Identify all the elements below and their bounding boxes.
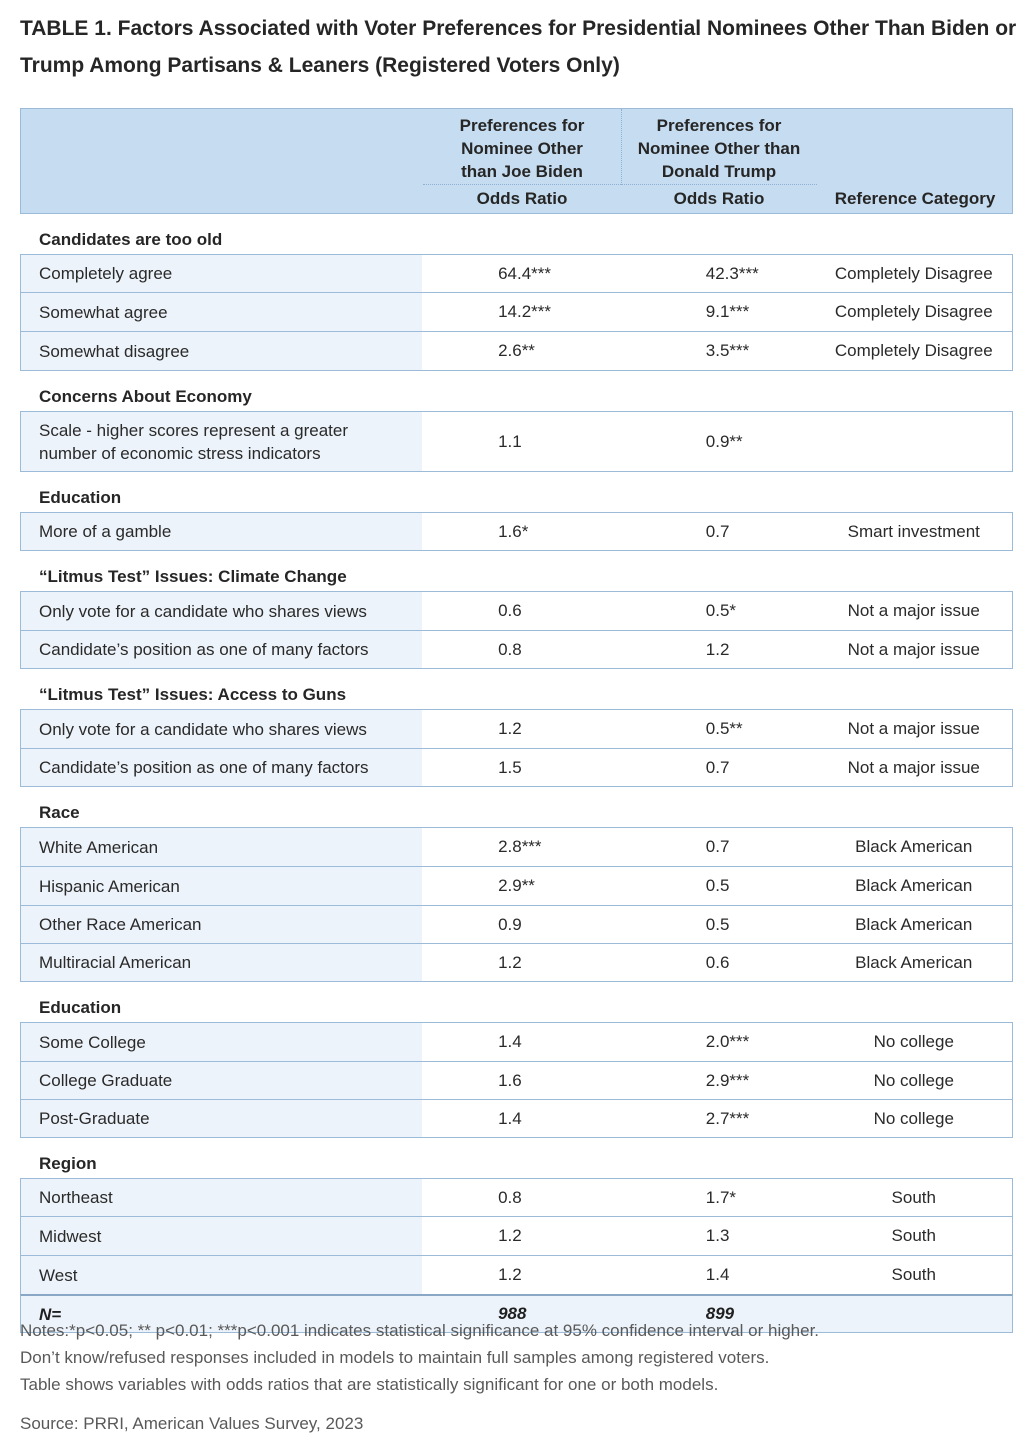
section-heading: “Litmus Test” Issues: Climate Change — [39, 567, 347, 586]
section-group — [20, 411, 1013, 472]
odds-ratio-table — [20, 108, 1013, 1333]
table-row — [21, 1099, 1012, 1137]
table-row — [21, 1216, 1012, 1255]
odds-biden: 1.1 — [498, 431, 522, 451]
section-group — [20, 709, 1013, 787]
reference-category: Black American — [855, 876, 973, 895]
table-row — [21, 1179, 1012, 1216]
table-row — [21, 292, 1012, 331]
reference-category: No college — [873, 1108, 954, 1128]
odds-trump: 1.7* — [705, 1187, 737, 1207]
row-label: Scale - higher scores represent a greater number of economic stress indicators — [21, 412, 422, 471]
table-row — [21, 748, 1012, 786]
odds-trump: 0.5** — [705, 719, 743, 738]
odds-biden: 1.5 — [498, 757, 522, 777]
section-group — [20, 591, 1013, 669]
reference-category: Completely Disagree — [834, 263, 993, 283]
section-heading: Candidates are too old — [39, 230, 223, 249]
odds-trump: 1.2 — [705, 639, 730, 659]
header-col-trump — [621, 109, 817, 213]
reference-category: Black American — [855, 837, 973, 856]
odds-biden: 1.2 — [498, 1226, 522, 1245]
note-variables: Table shows variables with odds ratios that are statistically significant for one or both models. — [20, 1375, 719, 1394]
row-label: Somewhat disagree — [21, 332, 422, 370]
table-row — [21, 412, 1012, 471]
odds-biden: 1.4 — [498, 1032, 522, 1051]
reference-category: No college — [873, 1032, 954, 1051]
odds-trump: 3.5*** — [705, 341, 750, 360]
note-significance: Notes:*p<0.05; ** p<0.01; ***p<0.001 indicates statistical significance at 95% confidence interval or higher. — [20, 1321, 820, 1340]
odds-biden: 0.8 — [498, 1187, 522, 1207]
odds-trump: 2.7*** — [705, 1108, 750, 1128]
odds-biden: 0.6 — [498, 601, 522, 620]
row-label: Midwest — [21, 1217, 422, 1255]
header-col-reference-sub: Reference Category — [834, 189, 996, 208]
section-heading: Concerns About Economy — [39, 387, 252, 406]
odds-trump: 0.5* — [705, 601, 737, 620]
row-label: College Graduate — [21, 1062, 422, 1099]
table-row — [21, 1023, 1012, 1061]
odds-trump: 0.6 — [705, 952, 730, 972]
source-line: Source: PRRI, American Values Survey, 2023 — [20, 1414, 364, 1433]
table-header — [20, 108, 1013, 214]
section-group — [20, 1022, 1013, 1138]
section-heading: Race — [39, 803, 80, 822]
odds-biden: 1.2 — [498, 1265, 522, 1284]
odds-biden: 0.9 — [498, 914, 522, 934]
section-heading: Education — [39, 998, 122, 1017]
row-label: More of a gamble — [21, 513, 422, 550]
odds-trump: 0.7 — [705, 521, 730, 541]
table-notes — [20, 1317, 1020, 1398]
odds-trump: 1.3 — [705, 1226, 730, 1245]
table-title: TABLE 1. Factors Associated with Voter Preferences for Presidential Nominees Other Than Biden or Trump Among Partisans & Leaners (Registered Voters Only) — [20, 17, 1017, 77]
table-row — [21, 592, 1012, 630]
reference-category: Black American — [855, 952, 973, 972]
odds-trump: 0.5 — [705, 914, 730, 934]
row-label: Post-Graduate — [21, 1100, 422, 1137]
reference-category: No college — [873, 1070, 954, 1090]
section-heading: Education — [39, 488, 122, 507]
odds-trump: 0.9** — [705, 431, 743, 451]
section-group — [20, 512, 1013, 551]
sample-size-trump: 899 — [705, 1304, 735, 1323]
row-label: Candidate’s position as one of many factors — [21, 631, 422, 668]
odds-biden: 0.8 — [498, 639, 522, 659]
sample-size-label: N= — [39, 1304, 62, 1324]
section-group — [20, 827, 1013, 982]
table-row — [21, 1061, 1012, 1099]
row-label: Hispanic American — [21, 867, 422, 905]
row-label: Only vote for a candidate who shares views — [21, 710, 422, 748]
reference-category: Smart investment — [847, 521, 980, 541]
reference-category: South — [891, 1187, 936, 1207]
header-col-trump-title: Preferences for Nominee Other than Donald Trump — [637, 116, 801, 181]
odds-biden: 64.4*** — [498, 263, 551, 283]
table-row — [21, 255, 1012, 292]
odds-biden: 1.6 — [498, 1070, 522, 1090]
header-col-biden-title: Preferences for Nominee Other than Joe Biden — [459, 116, 585, 181]
odds-biden: 2.8*** — [498, 837, 542, 856]
odds-trump: 42.3*** — [705, 263, 759, 283]
sample-size-biden: 988 — [498, 1304, 527, 1323]
row-label: West — [21, 1256, 422, 1294]
reference-category: Not a major issue — [847, 757, 980, 777]
table-row — [21, 866, 1012, 905]
table-row — [21, 905, 1012, 943]
section-group — [20, 1178, 1013, 1294]
odds-biden: 2.9** — [498, 876, 535, 895]
row-label: Some College — [21, 1023, 422, 1061]
row-label: Only vote for a candidate who shares views — [21, 592, 422, 630]
odds-trump: 0.5 — [705, 876, 730, 895]
odds-trump: 9.1*** — [705, 302, 750, 321]
table-row — [21, 513, 1012, 550]
note-dont-know: Don’t know/refused responses included in models to maintain full samples among registered voters. — [20, 1348, 770, 1367]
odds-trump: 1.4 — [705, 1265, 730, 1284]
row-label: Other Race American — [21, 906, 422, 943]
odds-trump: 0.7 — [705, 837, 730, 856]
row-label: Candidate’s position as one of many factors — [21, 749, 422, 786]
odds-biden: 1.2 — [498, 952, 522, 972]
reference-category: Not a major issue — [847, 601, 980, 620]
reference-category: South — [891, 1226, 936, 1245]
reference-category: Completely Disagree — [834, 341, 993, 360]
odds-biden: 1.6* — [498, 521, 529, 541]
header-col-trump-sub: Odds Ratio — [673, 189, 765, 208]
header-col-biden-sub: Odds Ratio — [476, 189, 568, 208]
odds-biden: 1.2 — [498, 719, 522, 738]
row-label: Completely agree — [21, 255, 422, 292]
odds-trump: 0.7 — [705, 757, 730, 777]
table-row — [21, 1255, 1012, 1294]
row-label: Multiracial American — [21, 944, 422, 981]
table-row — [21, 710, 1012, 748]
table-row — [21, 828, 1012, 866]
odds-trump: 2.9*** — [705, 1070, 750, 1090]
reference-category: Black American — [855, 914, 973, 934]
header-col-reference — [817, 109, 1013, 213]
row-label: Somewhat agree — [21, 293, 422, 331]
odds-biden: 2.6** — [498, 341, 535, 360]
odds-biden: 14.2*** — [498, 302, 551, 321]
table-row — [21, 943, 1012, 981]
header-col-biden — [423, 109, 621, 213]
section-group — [20, 254, 1013, 371]
reference-category: Completely Disagree — [834, 302, 993, 321]
odds-biden: 1.4 — [498, 1108, 522, 1128]
section-heading: Region — [39, 1154, 97, 1173]
reference-category: Not a major issue — [847, 639, 980, 659]
table-row — [21, 630, 1012, 668]
section-heading: “Litmus Test” Issues: Access to Guns — [39, 685, 347, 704]
row-label: Northeast — [21, 1179, 422, 1216]
odds-trump: 2.0*** — [705, 1032, 750, 1051]
table-row — [21, 331, 1012, 370]
reference-category: Not a major issue — [847, 719, 980, 738]
reference-category — [816, 412, 1013, 471]
reference-category: South — [891, 1265, 936, 1284]
row-label: White American — [21, 828, 422, 866]
